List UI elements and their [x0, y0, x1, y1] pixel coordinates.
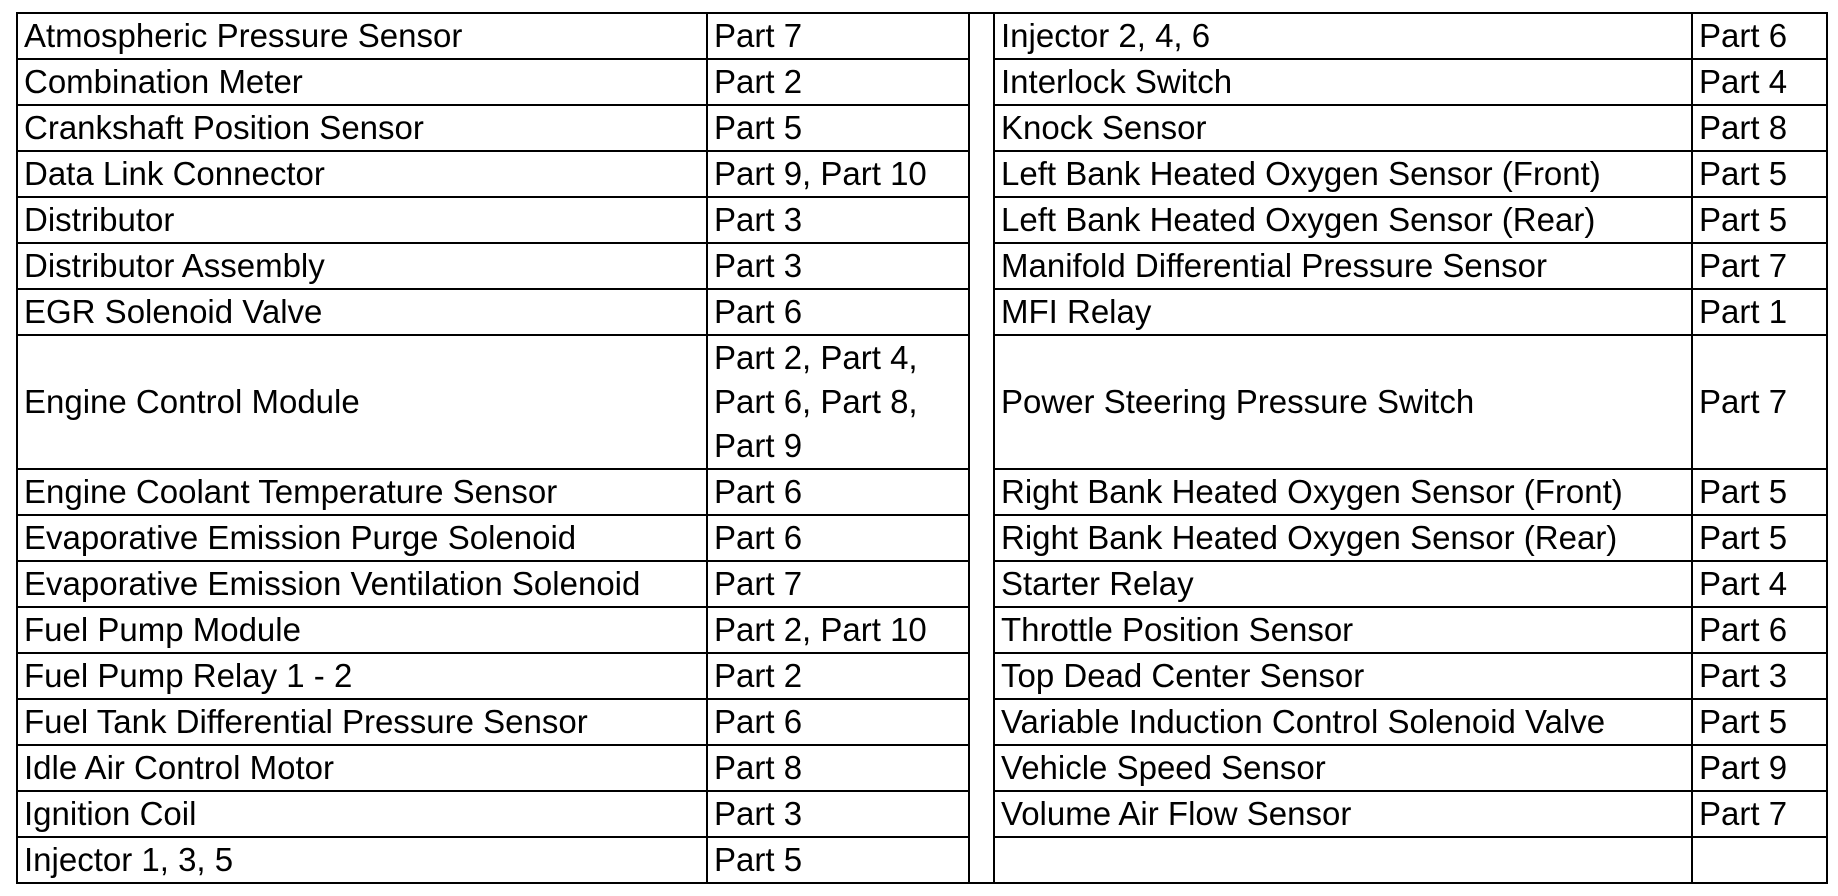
component-location-table — [16, 12, 1828, 884]
table-row — [17, 837, 1827, 883]
component-name-cell: Variable Induction Control Solenoid Valve — [994, 699, 1692, 745]
table-row — [17, 791, 1827, 837]
component-name-cell: Engine Coolant Temperature Sensor — [17, 469, 707, 515]
table-row — [17, 151, 1827, 197]
table-row — [17, 13, 1827, 59]
location-cell: Part 5 — [1692, 151, 1827, 197]
location-cell: Part 5 — [1692, 515, 1827, 561]
location-cell: Part 6 — [707, 515, 969, 561]
location-cell: Part 5 — [1692, 469, 1827, 515]
location-cell: Part 7 — [1692, 335, 1827, 469]
table-row — [17, 243, 1827, 289]
location-cell: Part 2, Part 10 — [707, 607, 969, 653]
component-name-cell: Interlock Switch — [994, 59, 1692, 105]
table-row — [17, 699, 1827, 745]
component-name-cell: Injector 2, 4, 6 — [994, 13, 1692, 59]
component-name-cell: Distributor — [17, 197, 707, 243]
location-cell: Part 6 — [1692, 607, 1827, 653]
component-name-cell: Volume Air Flow Sensor — [994, 791, 1692, 837]
location-cell: Part 7 — [707, 561, 969, 607]
location-cell: Part 7 — [1692, 791, 1827, 837]
component-name-cell: Combination Meter — [17, 59, 707, 105]
component-name-cell: Evaporative Emission Purge Solenoid — [17, 515, 707, 561]
component-name-cell: MFI Relay — [994, 289, 1692, 335]
location-cell: Part 8 — [707, 745, 969, 791]
component-name-cell: Right Bank Heated Oxygen Sensor (Front) — [994, 469, 1692, 515]
component-name-cell: Ignition Coil — [17, 791, 707, 837]
component-name-cell: Vehicle Speed Sensor — [994, 745, 1692, 791]
location-cell: Part 6 — [707, 699, 969, 745]
location-cell: Part 9, Part 10 — [707, 151, 969, 197]
component-name-cell: Left Bank Heated Oxygen Sensor (Rear) — [994, 197, 1692, 243]
location-cell — [707, 335, 969, 469]
component-name-cell: EGR Solenoid Valve — [17, 289, 707, 335]
table-row — [17, 561, 1827, 607]
table-row — [17, 59, 1827, 105]
component-name-cell: Distributor Assembly — [17, 243, 707, 289]
location-cell — [1692, 837, 1827, 883]
location-cell: Part 6 — [1692, 13, 1827, 59]
location-cell: Part 5 — [707, 837, 969, 883]
table-row — [17, 745, 1827, 791]
location-cell: Part 7 — [707, 13, 969, 59]
table-row — [17, 469, 1827, 515]
location-cell: Part 5 — [1692, 197, 1827, 243]
location-line: Part 9 — [714, 427, 803, 464]
location-cell: Part 2 — [707, 59, 969, 105]
table-row — [17, 335, 1827, 469]
component-name-cell: Left Bank Heated Oxygen Sensor (Front) — [994, 151, 1692, 197]
location-cell: Part 2 — [707, 653, 969, 699]
location-cell: Part 3 — [707, 197, 969, 243]
component-name-cell: Data Link Connector — [17, 151, 707, 197]
table-row — [17, 607, 1827, 653]
component-name-cell: Right Bank Heated Oxygen Sensor (Rear) — [994, 515, 1692, 561]
component-name-cell: Power Steering Pressure Switch — [994, 335, 1692, 469]
location-cell: Part 3 — [1692, 653, 1827, 699]
component-name-cell: Crankshaft Position Sensor — [17, 105, 707, 151]
location-cell: Part 6 — [707, 289, 969, 335]
component-name-cell: Manifold Differential Pressure Sensor — [994, 243, 1692, 289]
component-name-cell: Starter Relay — [994, 561, 1692, 607]
location-cell: Part 5 — [707, 105, 969, 151]
location-cell: Part 3 — [707, 791, 969, 837]
component-name-cell: Top Dead Center Sensor — [994, 653, 1692, 699]
component-name-cell: Engine Control Module — [17, 335, 707, 469]
table-row — [17, 197, 1827, 243]
component-name-cell: Atmospheric Pressure Sensor — [17, 13, 707, 59]
location-cell: Part 5 — [1692, 699, 1827, 745]
location-cell: Part 9 — [1692, 745, 1827, 791]
location-cell: Part 7 — [1692, 243, 1827, 289]
location-cell: Part 4 — [1692, 561, 1827, 607]
location-cell: Part 8 — [1692, 105, 1827, 151]
component-name-cell: Evaporative Emission Ventilation Solenoid — [17, 561, 707, 607]
table-row — [17, 105, 1827, 151]
table-row — [17, 289, 1827, 335]
component-name-cell: Fuel Tank Differential Pressure Sensor — [17, 699, 707, 745]
location-cell: Part 1 — [1692, 289, 1827, 335]
component-name-cell: Knock Sensor — [994, 105, 1692, 151]
component-name-cell: Fuel Pump Module — [17, 607, 707, 653]
column-divider — [969, 13, 994, 883]
component-name-cell — [994, 837, 1692, 883]
location-line: Part 2, Part 4, — [714, 339, 918, 376]
location-cell: Part 6 — [707, 469, 969, 515]
location-line: Part 6, Part 8, — [714, 383, 918, 420]
table-row — [17, 653, 1827, 699]
component-name-cell: Injector 1, 3, 5 — [17, 837, 707, 883]
component-name-cell: Throttle Position Sensor — [994, 607, 1692, 653]
component-name-cell: Fuel Pump Relay 1 - 2 — [17, 653, 707, 699]
table-row — [17, 515, 1827, 561]
location-cell: Part 4 — [1692, 59, 1827, 105]
location-cell: Part 3 — [707, 243, 969, 289]
component-name-cell: Idle Air Control Motor — [17, 745, 707, 791]
